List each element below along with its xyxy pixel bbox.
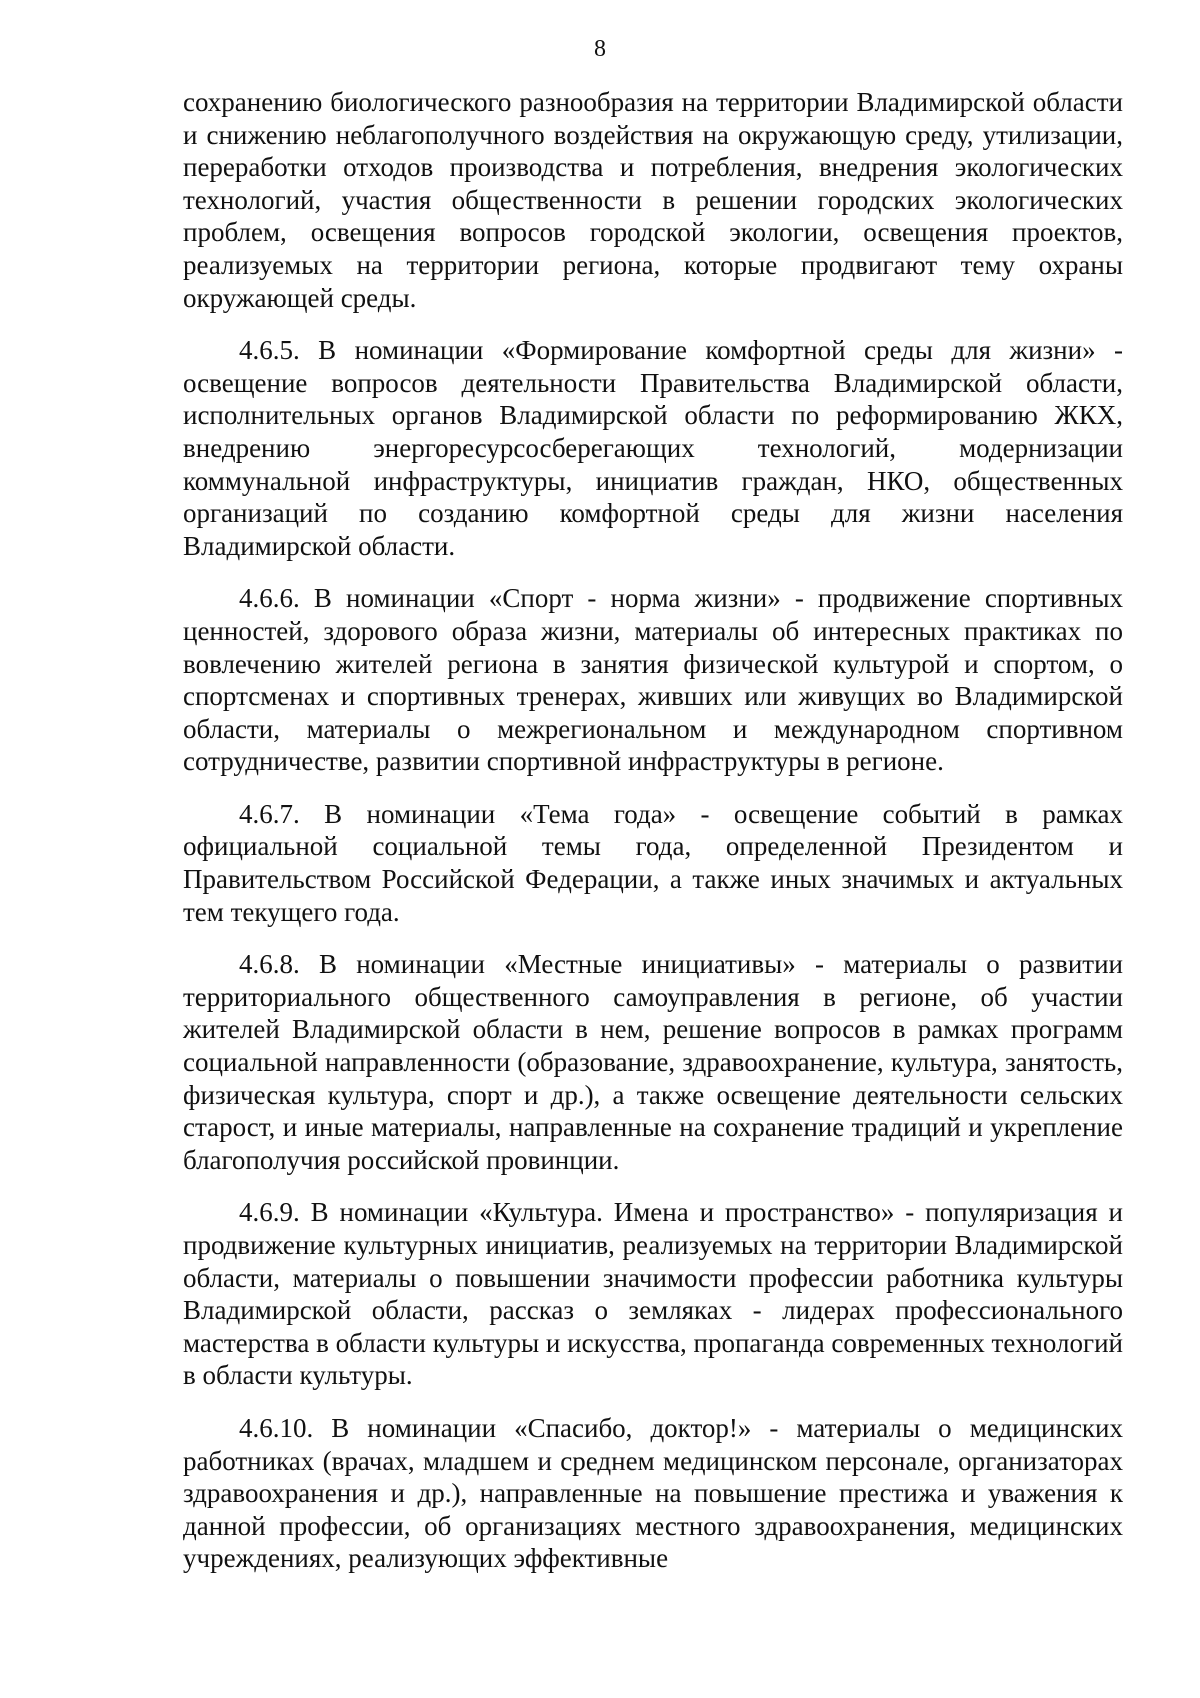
paragraph-4-6-9: 4.6.9. В номинации «Культура. Имена и пространство» - популяризация и продвижение культурных инициатив, реализуемых на территории Владимирской области, материалы о повышении значимости профессии работника культуры Владимирской области, рассказ о земляках - лидерах профессионального мастерства в области культуры и искусства, пропаганда современных технологий в области культуры. [183, 1197, 1123, 1391]
paragraph-4-6-7: 4.6.7. В номинации «Тема года» - освещение событий в рамках официальной социальной темы года, определенной Президентом и Правительством Российской Федерации, а также иных значимых и актуальных тем текущего года. [183, 798, 1123, 927]
paragraph-4-6-5: 4.6.5. В номинации «Формирование комфортной среды для жизни» - освещение вопросов деятельности Правительства Владимирской области, исполнительных органов Владимирской области по реформированию ЖКХ, внедрению энергоресурсосберегающих технологий, модернизации коммунальной инфраструктуры, инициатив граждан, НКО, общественных организаций по созданию комфортной среды для жизни населения Владимирской области. [183, 335, 1123, 561]
paragraph-4-6-10: 4.6.10. В номинации «Спасибо, доктор!» - материалы о медицинских работниках (врачах, младшем и среднем медицинском персонале, организаторах здравоохранения и др.), направленные на повышение престижа и уважения к данной профессии, об организациях местного здравоохранения, медицинских учреждениях, реализующих эффективные [183, 1412, 1123, 1574]
document-body [183, 86, 1123, 1575]
paragraph-continuation: сохранению биологического разнообразия на территории Владимирской области и снижению неблагополучного воздействия на окружающую среду, утилизации, переработки отходов производства и потребления, внедрения экологических технологий, участия общественности в решении городских экологических проблем, освещения вопросов городской экологии, освещения проектов, реализуемых на территории региона, которые продвигают тему охраны окружающей среды. [183, 87, 1123, 313]
paragraph-4-6-8: 4.6.8. В номинации «Местные инициативы» - материалы о развитии территориального общественного самоуправления в регионе, об участии жителей Владимирской области в нем, решение вопросов в рамках программ социальной направленности (образование, здравоохранение, культура, занятость, физическая культура, спорт и др.), а также освещение деятельности сельских старост, и иные материалы, направленные на сохранение традиций и укрепление благополучия российской провинции. [183, 949, 1123, 1175]
page-number: 8 [594, 36, 606, 62]
paragraph-4-6-6: 4.6.6. В номинации «Спорт - норма жизни» - продвижение спортивных ценностей, здорового образа жизни, материалы об интересных практиках по вовлечению жителей региона в занятия физической культурой и спортом, о спортсменах и спортивных тренерах, живших или живущих во Владимирской области, материалы о межрегиональном и международном спортивном сотрудничестве, развитии спортивной инфраструктуры в регионе. [183, 583, 1123, 777]
